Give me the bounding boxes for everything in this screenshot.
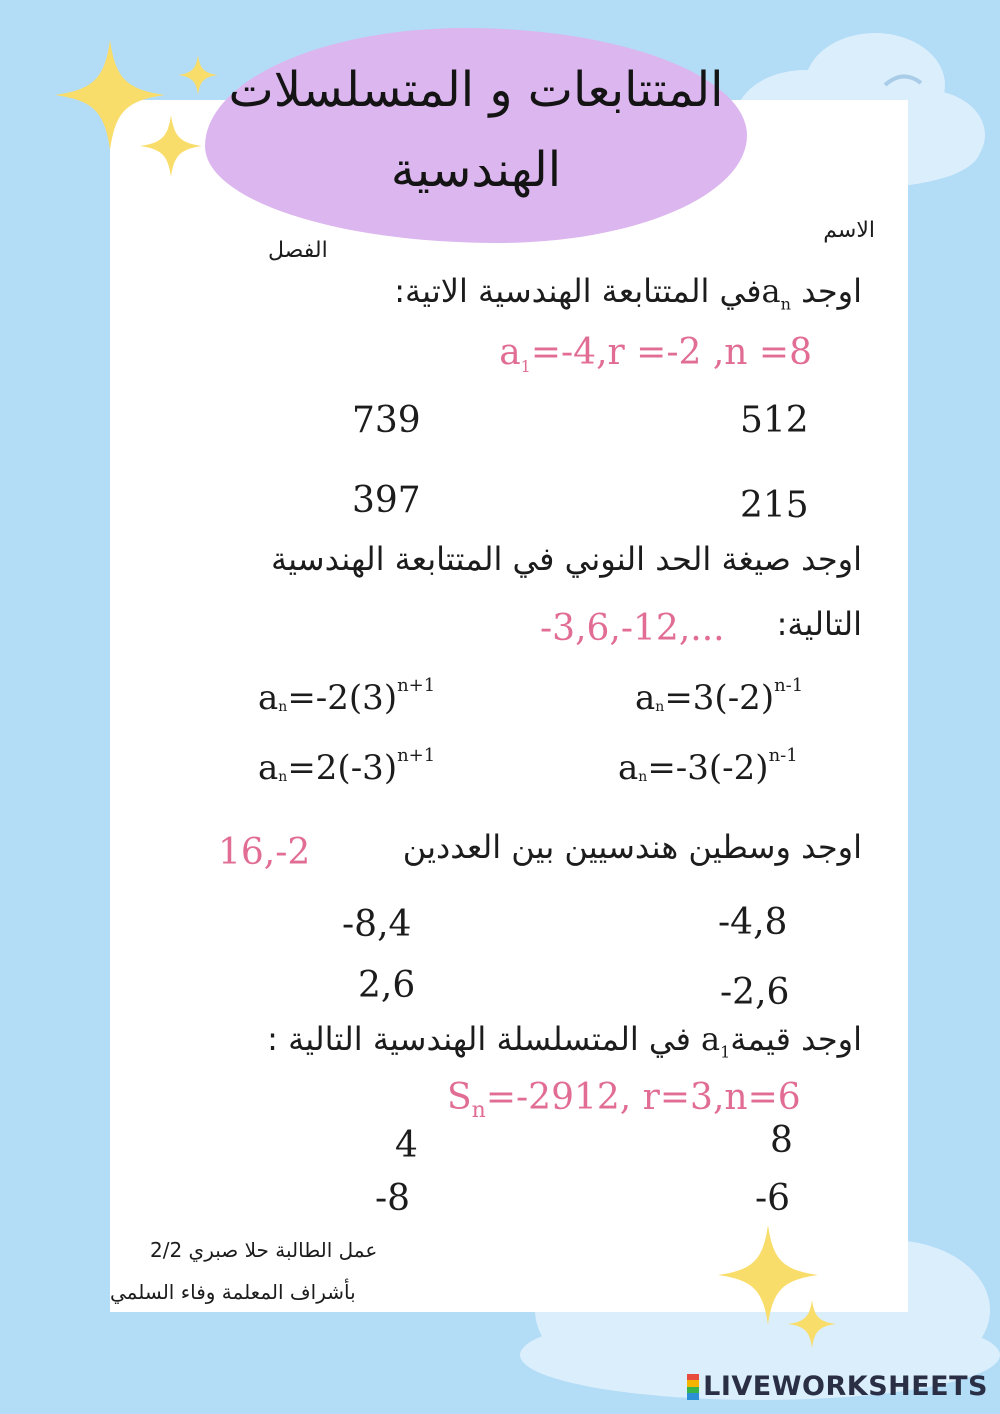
q3-option-b[interactable]: -8,4 xyxy=(342,904,412,945)
page-title-line2: الهندسية xyxy=(390,142,562,198)
logo-icon xyxy=(687,1374,699,1400)
title-background xyxy=(205,28,747,243)
question-1-text: اوجد $a_nفي$ المتتابعة الهندسية الاتية: xyxy=(394,272,862,314)
q2-option-d[interactable]: $an=2(-3)^{n+1}$ xyxy=(258,745,436,788)
question-2-text: اوجد صيغة الحد النوني في المتتابعة الهندسية xyxy=(270,540,862,578)
q1-option-a[interactable]: 512 xyxy=(740,400,809,441)
page-title-line1: المتتابعات و المتسلسلات xyxy=(228,62,724,118)
question-2-sequence: -3,6,-12,... xyxy=(540,608,725,649)
credit-teacher: بأشراف المعلمة وفاء السلمي xyxy=(110,1280,356,1304)
credit-student: عمل الطالبة حلا صبري 2/2 xyxy=(150,1238,378,1262)
class-label: الفصل xyxy=(268,238,328,263)
q3-option-c[interactable]: -2,6 xyxy=(720,972,790,1013)
question-1-given: $a_1=-4,r =-2$ ,n =8 xyxy=(499,332,812,377)
star-icon xyxy=(140,115,202,177)
q2-option-a[interactable]: $an=3(-2)^{n-1}$ xyxy=(635,675,804,718)
q1-option-b[interactable]: 739 xyxy=(352,400,421,441)
question-3-numbers: 16,-2 xyxy=(218,832,311,873)
question-4-text: اوجد قيمةa$_1$ في المتسلسلة الهندسية التالية : xyxy=(267,1020,862,1062)
q3-option-d[interactable]: 2,6 xyxy=(358,965,416,1006)
q4-option-d[interactable]: -8 xyxy=(375,1178,411,1219)
name-label: الاسم xyxy=(823,218,875,243)
q1-option-c[interactable]: 215 xyxy=(740,485,809,526)
q4-option-c[interactable]: -6 xyxy=(755,1178,791,1219)
liveworksheets-logo: LIVEWORKSHEETS xyxy=(687,1371,988,1402)
question-3-text: اوجد وسطين هندسيين بين العددين xyxy=(402,828,862,866)
q4-option-a[interactable]: 8 xyxy=(770,1120,793,1161)
q2-option-b[interactable]: $an=-2(3)^{n+1}$ xyxy=(258,675,436,718)
q4-option-b[interactable]: 4 xyxy=(395,1125,418,1166)
q1-option-d[interactable]: 397 xyxy=(352,480,421,521)
question-4-given: $S_n=-2912$, r=3,n=6 xyxy=(447,1077,801,1124)
q2-option-c[interactable]: $an=-3(-2)^{n-1}$ xyxy=(618,745,798,788)
q3-option-a[interactable]: -4,8 xyxy=(718,902,788,943)
star-icon xyxy=(788,1300,836,1348)
question-2-text-line2: التالية: xyxy=(776,605,862,643)
